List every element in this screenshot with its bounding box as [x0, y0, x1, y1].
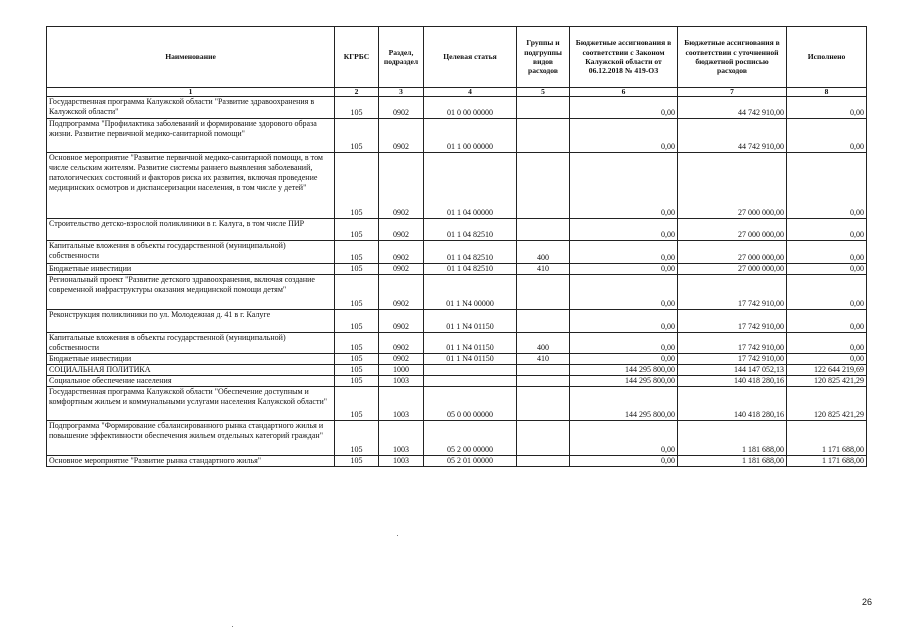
row-section-cell: 0902	[379, 219, 424, 241]
row-name-cell: Основное мероприятие "Развитие первичной медико-санитарной помощи, в том числе сельским жителям. Развитие системы раннего выявления заболеваний, патологических состояний и факторов риска их развития, включая проведение медицинских осмотров и диспансеризации населения, в том числе у детей"	[47, 153, 335, 219]
row-target-cell: 01 1 04 82510	[424, 219, 517, 241]
row-refined-amount-cell: 17 742 910,00	[678, 354, 787, 365]
row-target-cell	[424, 365, 517, 376]
row-name-cell: Капитальные вложения в объекты государственной (муниципальной) собственности	[47, 241, 335, 264]
col-number: 2	[335, 88, 379, 97]
row-refined-amount-cell: 17 742 910,00	[678, 333, 787, 354]
budget-table	[46, 26, 867, 467]
table-row	[47, 219, 867, 241]
row-group-cell	[517, 153, 570, 219]
row-executed-amount-cell: 120 825 421,29	[787, 376, 867, 387]
row-section-cell: 1003	[379, 376, 424, 387]
row-executed-amount-cell: 0,00	[787, 153, 867, 219]
row-executed-amount-cell: 0,00	[787, 219, 867, 241]
row-group-cell	[517, 387, 570, 421]
row-target-cell: 05 0 00 00000	[424, 387, 517, 421]
row-section-cell: 0902	[379, 310, 424, 333]
row-section-cell: 0902	[379, 275, 424, 310]
row-group-cell	[517, 219, 570, 241]
col-number: 3	[379, 88, 424, 97]
col-header-law: Бюджетные ассигнования в соответствии с Законом Калужской области от 06.12.2018 № 419-ОЗ	[570, 27, 678, 88]
row-group-cell	[517, 119, 570, 153]
row-group-cell: 410	[517, 354, 570, 365]
row-krbs-cell: 105	[335, 241, 379, 264]
row-group-cell: 400	[517, 241, 570, 264]
row-target-cell: 01 1 N4 01150	[424, 354, 517, 365]
row-executed-amount-cell: 0,00	[787, 333, 867, 354]
row-law-amount-cell: 0,00	[570, 119, 678, 153]
table-row	[47, 421, 867, 456]
row-krbs-cell: 105	[335, 354, 379, 365]
row-refined-amount-cell: 27 000 000,00	[678, 241, 787, 264]
row-krbs-cell: 105	[335, 365, 379, 376]
row-name-cell: Подпрограмма "Профилактика заболеваний и формирование здорового образа жизни. Развитие первичной медико-санитарной помощи"	[47, 119, 335, 153]
row-section-cell: 0902	[379, 264, 424, 275]
row-section-cell: 1000	[379, 365, 424, 376]
row-executed-amount-cell: 0,00	[787, 97, 867, 119]
table-row	[47, 275, 867, 310]
row-group-cell	[517, 365, 570, 376]
row-group-cell	[517, 456, 570, 467]
row-executed-amount-cell: 120 825 421,29	[787, 387, 867, 421]
table-row	[47, 333, 867, 354]
row-law-amount-cell: 0,00	[570, 241, 678, 264]
row-name-cell: Реконструкция поликлиники по ул. Молодежная д. 41 в г. Калуге	[47, 310, 335, 333]
row-krbs-cell: 105	[335, 219, 379, 241]
table-row	[47, 241, 867, 264]
table-row	[47, 354, 867, 365]
budget-report-sheet	[46, 26, 866, 467]
row-executed-amount-cell: 0,00	[787, 264, 867, 275]
col-number: 7	[678, 88, 787, 97]
row-law-amount-cell: 0,00	[570, 219, 678, 241]
row-refined-amount-cell: 27 000 000,00	[678, 219, 787, 241]
col-header-section: Раздел, подраздел	[379, 27, 424, 88]
col-number: 6	[570, 88, 678, 97]
row-section-cell: 1003	[379, 421, 424, 456]
row-target-cell: 01 1 04 82510	[424, 264, 517, 275]
col-number: 5	[517, 88, 570, 97]
row-target-cell	[424, 376, 517, 387]
col-header-executed: Исполнено	[787, 27, 867, 88]
scan-speck	[232, 626, 233, 627]
row-name-cell: Капитальные вложения в объекты государственной (муниципальной) собственности	[47, 333, 335, 354]
row-group-cell	[517, 310, 570, 333]
row-law-amount-cell: 0,00	[570, 310, 678, 333]
row-refined-amount-cell: 17 742 910,00	[678, 310, 787, 333]
row-section-cell: 0902	[379, 97, 424, 119]
row-target-cell: 01 1 N4 01150	[424, 310, 517, 333]
row-refined-amount-cell: 17 742 910,00	[678, 275, 787, 310]
row-group-cell	[517, 97, 570, 119]
row-name-cell: Социальное обеспечение населения	[47, 376, 335, 387]
row-group-cell	[517, 421, 570, 456]
col-header-groups: Группы и подгруппы видов расходов	[517, 27, 570, 88]
scan-speck	[397, 535, 398, 536]
page-number: 26	[862, 597, 873, 607]
row-krbs-cell: 105	[335, 275, 379, 310]
row-refined-amount-cell: 1 181 688,00	[678, 456, 787, 467]
row-target-cell: 01 1 00 00000	[424, 119, 517, 153]
row-target-cell: 01 1 04 00000	[424, 153, 517, 219]
row-refined-amount-cell: 27 000 000,00	[678, 153, 787, 219]
row-krbs-cell: 105	[335, 310, 379, 333]
col-number: 8	[787, 88, 867, 97]
row-krbs-cell: 105	[335, 387, 379, 421]
row-executed-amount-cell: 0,00	[787, 354, 867, 365]
row-executed-amount-cell: 122 644 219,69	[787, 365, 867, 376]
col-header-krbs: КГРБС	[335, 27, 379, 88]
table-row	[47, 310, 867, 333]
col-header-target: Целевая статья	[424, 27, 517, 88]
header-row	[47, 27, 867, 88]
row-law-amount-cell: 0,00	[570, 333, 678, 354]
row-section-cell: 1003	[379, 456, 424, 467]
col-header-refined: Бюджетные ассигнования в соответствии с уточненной бюджетной росписью расходов	[678, 27, 787, 88]
row-law-amount-cell: 144 295 800,00	[570, 387, 678, 421]
row-name-cell: Строительство детско-взрослой поликлиники в г. Калуга, в том числе ПИР	[47, 219, 335, 241]
row-name-cell: Основное мероприятие "Развитие рынка стандартного жилья"	[47, 456, 335, 467]
row-target-cell: 01 1 N4 01150	[424, 333, 517, 354]
row-group-cell	[517, 376, 570, 387]
row-group-cell: 410	[517, 264, 570, 275]
row-law-amount-cell: 0,00	[570, 354, 678, 365]
row-law-amount-cell: 0,00	[570, 275, 678, 310]
col-number: 4	[424, 88, 517, 97]
row-refined-amount-cell: 140 418 280,16	[678, 387, 787, 421]
row-law-amount-cell: 0,00	[570, 421, 678, 456]
row-name-cell: Государственная программа Калужской области "Обеспечение доступным и комфортным жильем и коммунальными услугами населения Калужской области"	[47, 387, 335, 421]
row-target-cell: 05 2 00 00000	[424, 421, 517, 456]
column-number-row	[47, 88, 867, 97]
table-row	[47, 456, 867, 467]
row-executed-amount-cell: 0,00	[787, 310, 867, 333]
table-row	[47, 387, 867, 421]
row-section-cell: 1003	[379, 387, 424, 421]
row-krbs-cell: 105	[335, 376, 379, 387]
row-refined-amount-cell: 44 742 910,00	[678, 97, 787, 119]
table-row	[47, 365, 867, 376]
table-row	[47, 153, 867, 219]
row-section-cell: 0902	[379, 354, 424, 365]
row-law-amount-cell: 0,00	[570, 97, 678, 119]
row-krbs-cell: 105	[335, 97, 379, 119]
row-executed-amount-cell: 1 171 688,00	[787, 421, 867, 456]
col-number: 1	[47, 88, 335, 97]
row-krbs-cell: 105	[335, 333, 379, 354]
row-krbs-cell: 105	[335, 264, 379, 275]
row-section-cell: 0902	[379, 119, 424, 153]
row-name-cell: Бюджетные инвестиции	[47, 354, 335, 365]
row-section-cell: 0902	[379, 241, 424, 264]
row-executed-amount-cell: 0,00	[787, 241, 867, 264]
row-refined-amount-cell: 140 418 280,16	[678, 376, 787, 387]
row-name-cell: СОЦИАЛЬНАЯ ПОЛИТИКА	[47, 365, 335, 376]
row-law-amount-cell: 144 295 800,00	[570, 365, 678, 376]
row-refined-amount-cell: 27 000 000,00	[678, 264, 787, 275]
row-name-cell: Региональный проект "Развитие детского здравоохранения, включая создание современной инфраструктуры оказания медицинской помощи детям"	[47, 275, 335, 310]
row-executed-amount-cell: 1 171 688,00	[787, 456, 867, 467]
table-row	[47, 376, 867, 387]
row-target-cell: 01 0 00 00000	[424, 97, 517, 119]
row-refined-amount-cell: 144 147 052,13	[678, 365, 787, 376]
row-krbs-cell: 105	[335, 119, 379, 153]
row-refined-amount-cell: 1 181 688,00	[678, 421, 787, 456]
row-executed-amount-cell: 0,00	[787, 275, 867, 310]
row-section-cell: 0902	[379, 153, 424, 219]
row-name-cell: Бюджетные инвестиции	[47, 264, 335, 275]
row-law-amount-cell: 144 295 800,00	[570, 376, 678, 387]
row-target-cell: 01 1 04 82510	[424, 241, 517, 264]
row-law-amount-cell: 0,00	[570, 456, 678, 467]
col-header-name: Наименование	[47, 27, 335, 88]
row-name-cell: Подпрограмма "Формирование сбалансированного рынка стандартного жилья и повышение эффективности обеспечения жильем отдельных категорий граждан"	[47, 421, 335, 456]
row-refined-amount-cell: 44 742 910,00	[678, 119, 787, 153]
row-group-cell: 400	[517, 333, 570, 354]
row-krbs-cell: 105	[335, 456, 379, 467]
table-row	[47, 264, 867, 275]
row-group-cell	[517, 275, 570, 310]
row-law-amount-cell: 0,00	[570, 264, 678, 275]
row-krbs-cell: 105	[335, 421, 379, 456]
row-section-cell: 0902	[379, 333, 424, 354]
row-krbs-cell: 105	[335, 153, 379, 219]
table-row	[47, 97, 867, 119]
row-target-cell: 05 2 01 00000	[424, 456, 517, 467]
row-executed-amount-cell: 0,00	[787, 119, 867, 153]
table-row	[47, 119, 867, 153]
row-law-amount-cell: 0,00	[570, 153, 678, 219]
row-target-cell: 01 1 N4 00000	[424, 275, 517, 310]
row-name-cell: Государственная программа Калужской области "Развитие здравоохранения в Калужской области"	[47, 97, 335, 119]
